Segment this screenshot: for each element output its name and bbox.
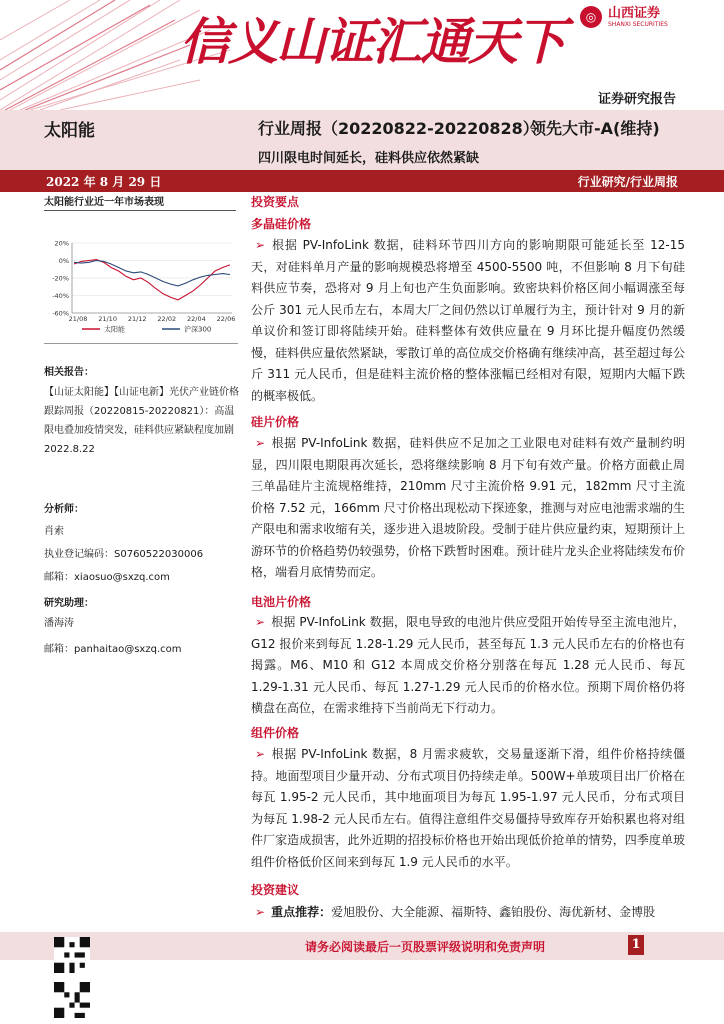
- legend-label: 太阳能: [104, 325, 125, 333]
- divider: [44, 343, 238, 344]
- paragraph-wafer: ➢ 根据 PV-InfoLink 数据，硅料供应不足加之工业限电对硅料有效产量制约明显，四川限电期限再次延长，恐将继续影响 8 月下旬有效产量。价格方面截止周三单晶硅片主流规格维持，210mm 尺寸主流价格 9.91 元，182mm 尺寸主流价格 7.52 元，166mm 尺寸价格出现松动下探迹象，推测与对应电池需求端的生产限电和需求收缩有关，逐步进入退坡阶段。受制于硅片供应量约束，短期预计上游环节的价格趋势仍较强势，价格下跌暂时困难。预计硅片龙头企业将陆续发布价格，端看月底情势而定。: [251, 436, 685, 579]
- y-tick-label: -40%: [52, 292, 69, 300]
- disclaimer-link[interactable]: 请务必阅读最后一页股票评级说明和免责声明: [305, 940, 546, 954]
- brand-logo-icon: ◎: [580, 6, 602, 28]
- x-tick-label: 22/06: [216, 315, 236, 323]
- y-tick-label: 20%: [54, 239, 69, 248]
- paragraph-polysilicon: ➢ 根据 PV-InfoLink 数据，硅料环节四川方向的影响期限可能延长至 12-15 天，对硅料单月产量的影响规模恐将增至 4500-5500 吨，不但影响 8 月下旬硅料供应节奏，恐将对 9 月上旬也产生负面影响。致密块料价格区间小幅调涨至每公斤 301 元人民币左右，本周大厂之间仍然以订单履行为主，预计针对 9 月的新单议价和签订即将陆续开始。硅料整体有效供应量在 9 月环比提升幅度仍然缓慢，硅料供应量依然紧缺，零散订单的高位成交价格确有继续冲高，甚至超过每公斤 311 元人民币，但是硅料主流价格的整体涨幅已经相对有限，短期内大幅下跌的概率极低。: [251, 238, 685, 403]
- section-title-wafer: 硅片价格: [251, 415, 300, 429]
- section-title-module: 组件价格: [251, 726, 300, 740]
- report-type: 证券研究报告: [597, 92, 676, 107]
- brand-name: 山西证券: [608, 5, 661, 21]
- brand: [580, 6, 668, 28]
- series-line-1: [74, 261, 230, 286]
- legend-label: 沪深300: [184, 325, 212, 333]
- paragraph-recommendation: ➢ 重点推荐：爱旭股份、大全能源、福斯特、鑫铂股份、海优新材、金博股: [255, 905, 656, 919]
- assistant-title: 研究助理：: [44, 598, 94, 609]
- brand-english: SHANXI SECURITIES: [608, 20, 668, 28]
- footer-band: [0, 932, 724, 960]
- chart-title: 太阳能行业近一年市场表现: [44, 193, 236, 211]
- report-title: 行业周报（20220822-20220828）: [258, 119, 539, 138]
- sector-label: 太阳能: [44, 121, 95, 141]
- series-line-0: [74, 260, 230, 300]
- x-tick-label: 22/04: [187, 315, 206, 323]
- header-banner: [0, 0, 724, 110]
- rating: 领先大市-A(维持): [530, 119, 660, 138]
- x-tick-label: 21/08: [68, 315, 88, 323]
- section-title-investment-points: 投资要点: [251, 195, 300, 209]
- arrow-bullet-icon: ➢: [255, 238, 266, 252]
- x-tick-label: 22/02: [157, 315, 177, 323]
- arrow-bullet-icon: ➢: [255, 436, 266, 450]
- section-title-cell: 电池片价格: [251, 595, 312, 609]
- analyst-email[interactable]: 邮箱：xiaosuo@sxzq.com: [44, 572, 170, 583]
- related-text: 【山证太阳能】【山证电新】光伏产业链价格跟踪周报（20220815-20220821）：高温限电叠加疫情突发，硅料供应紧缺程度加剧 2022.8.22: [44, 387, 239, 455]
- qr-code-icon: [54, 937, 90, 973]
- y-tick-label: -60%: [52, 309, 69, 318]
- x-tick-label: 21/12: [127, 315, 147, 323]
- date-bar: [0, 170, 724, 192]
- analyst-title: 分析师：: [44, 504, 84, 515]
- arrow-bullet-icon: ➢: [255, 615, 266, 629]
- paragraph-cell: ➢ 根据 PV-InfoLink 数据，限电导致的电池片供应受阻开始传导至主流电池片，G12 报价来到每瓦 1.28-1.29 元人民币，甚至每瓦 1.3 元人民币左右的价格也有揭露。M6、M10 和 G12 本周成交价格分别落在每瓦 1.28 元人民币、每瓦 1.29-1.31 元人民币、每瓦 1.27-1.29 元人民币的价格水位。预期下周价格仍将横盘在高位，在需求维持下当前尚无下行动力。: [251, 615, 685, 715]
- analyst-name: 肖索: [44, 526, 64, 537]
- section-title-polysilicon: 多晶硅价格: [251, 217, 312, 231]
- report-category: 行业研究/行业周报: [577, 175, 678, 189]
- section-title-recommendation: 投资建议: [251, 883, 300, 897]
- x-tick-label: 21/10: [98, 315, 117, 323]
- qr-code-icon: [54, 982, 90, 1018]
- analyst-cert: 执业登记编码：S0760522030006: [44, 549, 204, 560]
- arrow-bullet-icon: ➢: [255, 747, 266, 761]
- assistant-name: 潘海涛: [44, 618, 74, 629]
- page-number: 1: [628, 935, 644, 955]
- paragraph-module: ➢ 根据 PV-InfoLink 数据，8 月需求疲软，交易量逐渐下滑，组件价格持续僵持。地面型项目少量开动、分布式项目仍持续走单。500W+单玻项目出厂价格在每瓦 1.95-2 元人民币，其中地面项目为每瓦 1.95-1.97 元人民币，分布式项目为每瓦 1.98-2 元人民币左右。值得注意组件交易僵持导致库存开始积累也将对组件厂家造成损害，此外近期的招投标价格也开始出现低价抢单的情势，四季度单玻组件价格低价区间来到每瓦 1.9 元人民币的水平。: [251, 747, 685, 869]
- y-tick-label: 0%: [58, 257, 69, 265]
- market-performance-chart: [44, 215, 238, 333]
- arrow-bullet-icon: ➢: [255, 905, 266, 919]
- related-title: 相关报告：: [44, 367, 94, 378]
- assistant-email[interactable]: 邮箱：panhaitao@sxzq.com: [44, 644, 182, 655]
- report-date: 2022 年 8 月 29 日: [46, 175, 162, 189]
- report-subtitle: 四川限电时间延长，硅料供应依然紧缺: [258, 151, 480, 166]
- sidebar: [44, 193, 238, 613]
- y-tick-label: -20%: [52, 274, 69, 283]
- title-band: [0, 110, 724, 170]
- slogan: 信义山证汇通天下: [180, 12, 564, 71]
